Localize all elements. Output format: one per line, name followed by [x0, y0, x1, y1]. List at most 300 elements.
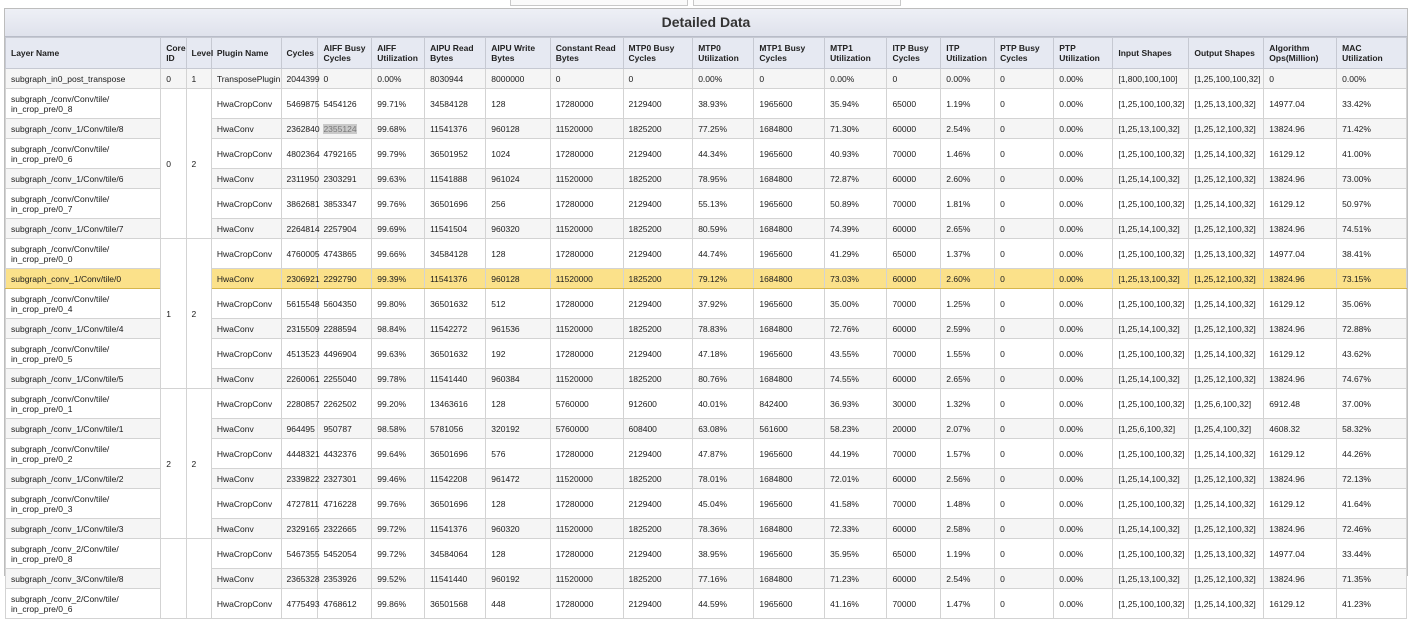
layer-name-cell: subgraph_/conv/Conv/tile/ in_crop_pre/0_7 [6, 189, 161, 219]
data-cell: 44.34% [693, 139, 754, 169]
data-cell: 0 [995, 219, 1054, 239]
data-cell: 14977.04 [1264, 89, 1337, 119]
data-cell: 0.00% [1054, 139, 1113, 169]
data-cell: 16129.12 [1264, 339, 1337, 369]
data-cell: [1,25,100,100,32] [1113, 289, 1189, 319]
table-row[interactable] [6, 319, 1407, 339]
data-cell: 1684800 [754, 169, 825, 189]
data-cell: 11541376 [425, 269, 486, 289]
data-cell: 41.16% [825, 589, 887, 619]
data-cell: 60000 [887, 169, 941, 189]
data-cell: [1,25,14,100,32] [1189, 139, 1264, 169]
tab-left[interactable] [510, 0, 688, 6]
data-cell [318, 119, 372, 139]
column-header[interactable]: AIPU Write Bytes [486, 38, 550, 69]
data-cell: 5454126 [318, 89, 372, 119]
table-row[interactable] [6, 119, 1407, 139]
column-header[interactable]: Cycles [281, 38, 318, 69]
data-cell: 99.72% [372, 539, 425, 569]
plugin-name-cell: HwaConv [211, 569, 281, 589]
data-cell: 0.00% [1054, 519, 1113, 539]
layer-name-cell: subgraph_/conv_1/Conv/tile/2 [6, 469, 161, 489]
data-cell: 99.76% [372, 189, 425, 219]
plugin-name-cell: HwaCropConv [211, 389, 281, 419]
plugin-name-cell: HwaCropConv [211, 589, 281, 619]
column-header[interactable]: Core ID [161, 38, 186, 69]
data-cell: [1,25,12,100,32] [1189, 219, 1264, 239]
plugin-name-cell: HwaCropConv [211, 89, 281, 119]
data-cell: 1024 [486, 139, 550, 169]
column-header[interactable]: Input Shapes [1113, 38, 1189, 69]
data-cell: 961536 [486, 319, 550, 339]
data-cell: 0.00% [1054, 319, 1113, 339]
data-cell: 13824.96 [1264, 569, 1337, 589]
data-cell: 0.00% [1054, 89, 1113, 119]
data-cell: 60000 [887, 319, 941, 339]
data-cell: 35.95% [825, 539, 887, 569]
data-cell: 16129.12 [1264, 189, 1337, 219]
data-cell: 11541440 [425, 369, 486, 389]
data-cell: 11520000 [550, 119, 623, 139]
column-header[interactable]: AIFF Utilization [372, 38, 425, 69]
data-cell: 2329165 [281, 519, 318, 539]
data-cell: 43.55% [825, 339, 887, 369]
data-cell: 98.84% [372, 319, 425, 339]
data-cell: 74.55% [825, 369, 887, 389]
table-row[interactable] [6, 139, 1407, 169]
data-cell: 0 [995, 519, 1054, 539]
table-row[interactable] [6, 589, 1407, 619]
column-header[interactable]: Level [186, 38, 211, 69]
data-cell: 2129400 [623, 139, 693, 169]
column-header[interactable]: Plugin Name [211, 38, 281, 69]
table-row[interactable] [6, 239, 1407, 269]
data-cell: 0 [995, 189, 1054, 219]
layer-name-cell: subgraph_/conv/Conv/tile/ in_crop_pre/0_3 [6, 489, 161, 519]
data-cell: 2.54% [941, 569, 995, 589]
data-cell: 11520000 [550, 169, 623, 189]
data-cell: 0 [995, 369, 1054, 389]
layer-name-cell: subgraph_/conv/Conv/tile/ in_crop_pre/0_2 [6, 439, 161, 469]
data-cell: 4768612 [318, 589, 372, 619]
data-cell: 1684800 [754, 119, 825, 139]
data-cell: 72.88% [1337, 319, 1407, 339]
tab-right[interactable] [693, 0, 901, 6]
data-cell: 0.00% [1054, 69, 1113, 89]
table-row[interactable] [6, 469, 1407, 489]
level-cell: 1 [186, 69, 211, 89]
table-row[interactable] [6, 539, 1407, 569]
data-cell: 17280000 [550, 139, 623, 169]
data-cell: 192 [486, 339, 550, 369]
data-cell: 73.15% [1337, 269, 1407, 289]
column-header[interactable]: ITP Utilization [941, 38, 995, 69]
data-cell: 256 [486, 189, 550, 219]
level-cell: 2 [186, 239, 211, 389]
data-cell: [1,25,14,100,32] [1113, 169, 1189, 189]
data-cell: 2129400 [623, 189, 693, 219]
data-cell: 960128 [486, 119, 550, 139]
data-cell: 1965600 [754, 139, 825, 169]
data-cell: 11520000 [550, 519, 623, 539]
data-cell: 2.65% [941, 369, 995, 389]
data-cell: [1,25,12,100,32] [1189, 319, 1264, 339]
data-cell: 2.60% [941, 169, 995, 189]
data-cell: [1,25,12,100,32] [1189, 519, 1264, 539]
table-header-row [6, 38, 1407, 69]
layer-name-cell: subgraph_/conv_3/Conv/tile/8 [6, 569, 161, 589]
column-header[interactable]: PTP Utilization [1054, 38, 1113, 69]
data-cell: 17280000 [550, 239, 623, 269]
plugin-name-cell: HwaCropConv [211, 239, 281, 269]
data-cell: 71.42% [1337, 119, 1407, 139]
data-cell: [1,25,100,100,32] [1113, 89, 1189, 119]
data-cell: [1,25,14,100,32] [1189, 289, 1264, 319]
table-row[interactable] [6, 269, 1407, 289]
data-cell: 44.59% [693, 589, 754, 619]
data-cell: 0.00% [1054, 589, 1113, 619]
data-cell: 0 [995, 539, 1054, 569]
table-row[interactable] [6, 439, 1407, 469]
data-cell: 11541888 [425, 169, 486, 189]
table-body [6, 69, 1407, 619]
data-cell: 1684800 [754, 269, 825, 289]
data-cell: [1,25,4,100,32] [1189, 419, 1264, 439]
data-cell: 14977.04 [1264, 239, 1337, 269]
data-cell: 71.23% [825, 569, 887, 589]
data-cell: 0 [318, 69, 372, 89]
plugin-name-cell: HwaCropConv [211, 339, 281, 369]
plugin-name-cell: HwaCropConv [211, 139, 281, 169]
data-cell: 1.81% [941, 189, 995, 219]
table-row[interactable] [6, 69, 1407, 89]
data-cell: 72.76% [825, 319, 887, 339]
data-cell: 71.35% [1337, 569, 1407, 589]
data-cell: 74.67% [1337, 369, 1407, 389]
layer-name-cell: subgraph_/conv/Conv/tile/ in_crop_pre/0_8 [6, 89, 161, 119]
data-cell: 8000000 [486, 69, 550, 89]
data-cell: 0.00% [693, 69, 754, 89]
data-cell: 8030944 [425, 69, 486, 89]
data-cell: 17280000 [550, 589, 623, 619]
data-cell: 2353926 [318, 569, 372, 589]
layer-name-cell: subgraph_/conv/Conv/tile/ in_crop_pre/0_1 [6, 389, 161, 419]
data-cell: 0 [995, 289, 1054, 319]
data-cell: 950787 [318, 419, 372, 439]
plugin-name-cell: HwaConv [211, 419, 281, 439]
data-cell: 2.56% [941, 469, 995, 489]
column-header[interactable]: ITP Busy Cycles [887, 38, 941, 69]
data-cell: 80.76% [693, 369, 754, 389]
data-cell: 11520000 [550, 569, 623, 589]
data-cell: 0 [754, 69, 825, 89]
data-cell: 2129400 [623, 339, 693, 369]
data-cell: 63.08% [693, 419, 754, 439]
level-cell: 2 [186, 89, 211, 239]
data-cell: 0.00% [1054, 389, 1113, 419]
data-cell: 1965600 [754, 339, 825, 369]
data-cell: 13824.96 [1264, 119, 1337, 139]
data-cell: 16129.12 [1264, 489, 1337, 519]
data-cell: 78.83% [693, 319, 754, 339]
data-cell: 0 [995, 169, 1054, 189]
data-cell: 41.64% [1337, 489, 1407, 519]
column-header[interactable]: Output Shapes [1189, 38, 1264, 69]
data-cell: 77.16% [693, 569, 754, 589]
data-cell: 2260061 [281, 369, 318, 389]
data-cell: 99.71% [372, 89, 425, 119]
top-tab-strip [0, 0, 1412, 8]
data-cell: 17280000 [550, 539, 623, 569]
data-cell: 1.32% [941, 389, 995, 419]
data-cell: 0.00% [1054, 269, 1113, 289]
column-header[interactable]: MTP1 Utilization [825, 38, 887, 69]
data-cell: 4792165 [318, 139, 372, 169]
data-cell: [1,25,14,100,32] [1189, 339, 1264, 369]
data-cell: 99.39% [372, 269, 425, 289]
data-cell: 60000 [887, 469, 941, 489]
data-cell: 11520000 [550, 369, 623, 389]
data-cell: 960384 [486, 369, 550, 389]
data-cell: 0 [1264, 69, 1337, 89]
column-header[interactable]: AIFF Busy Cycles [318, 38, 372, 69]
data-cell: 1965600 [754, 539, 825, 569]
data-cell: 60000 [887, 269, 941, 289]
core-id-cell: 1 [161, 239, 186, 389]
table-row[interactable] [6, 89, 1407, 119]
data-cell: 44.26% [1337, 439, 1407, 469]
table-row[interactable] [6, 189, 1407, 219]
data-cell: 2.07% [941, 419, 995, 439]
data-cell: 0.00% [1337, 69, 1407, 89]
layer-name-cell: subgraph_/conv_1/Conv/tile/8 [6, 119, 161, 139]
data-cell: 34584128 [425, 89, 486, 119]
data-cell: [1,25,14,100,32] [1113, 469, 1189, 489]
data-cell: 5615548 [281, 289, 318, 319]
data-cell: 73.03% [825, 269, 887, 289]
data-cell: 37.00% [1337, 389, 1407, 419]
data-cell: 65000 [887, 89, 941, 119]
data-cell: 20000 [887, 419, 941, 439]
data-cell: 2129400 [623, 289, 693, 319]
data-cell: [1,25,100,100,32] [1189, 69, 1264, 89]
data-cell: 0.00% [372, 69, 425, 89]
level-cell: 2 [186, 389, 211, 539]
data-cell: 1684800 [754, 369, 825, 389]
column-header[interactable]: MAC Utilization [1337, 38, 1407, 69]
data-cell: 2255040 [318, 369, 372, 389]
data-cell: 60000 [887, 219, 941, 239]
data-cell: 50.97% [1337, 189, 1407, 219]
column-header[interactable]: MTP0 Utilization [693, 38, 754, 69]
table-row[interactable] [6, 219, 1407, 239]
detailed-data-table [5, 37, 1407, 619]
data-cell: 0.00% [941, 69, 995, 89]
data-cell: 2339822 [281, 469, 318, 489]
data-cell: 99.52% [372, 569, 425, 589]
data-cell: 0.00% [1054, 439, 1113, 469]
data-cell: 6912.48 [1264, 389, 1337, 419]
data-cell: 4432376 [318, 439, 372, 469]
column-header[interactable]: AIPU Read Bytes [425, 38, 486, 69]
data-cell: 4448321 [281, 439, 318, 469]
data-cell: 960320 [486, 219, 550, 239]
data-cell: 448 [486, 589, 550, 619]
table-row[interactable] [6, 369, 1407, 389]
data-cell: 961472 [486, 469, 550, 489]
column-header[interactable]: Constant Read Bytes [550, 38, 623, 69]
data-cell: 36501696 [425, 489, 486, 519]
plugin-name-cell: HwaConv [211, 319, 281, 339]
data-cell: 72.13% [1337, 469, 1407, 489]
data-cell: 11541504 [425, 219, 486, 239]
data-cell: 576 [486, 439, 550, 469]
data-cell: 37.92% [693, 289, 754, 319]
data-cell: 99.63% [372, 339, 425, 369]
data-cell: 0.00% [1054, 469, 1113, 489]
data-cell: [1,25,14,100,32] [1113, 319, 1189, 339]
data-cell: 13824.96 [1264, 519, 1337, 539]
plugin-name-cell: TransposePlugin [211, 69, 281, 89]
data-cell: 99.68% [372, 119, 425, 139]
data-cell: 34584128 [425, 239, 486, 269]
data-cell: 16129.12 [1264, 139, 1337, 169]
data-cell: 33.42% [1337, 89, 1407, 119]
layer-name-cell: subgraph_/conv/Conv/tile/ in_crop_pre/0_0 [6, 239, 161, 269]
layer-name-cell: subgraph_/conv_1/Conv/tile/5 [6, 369, 161, 389]
data-cell: 2129400 [623, 239, 693, 269]
data-cell: 60000 [887, 119, 941, 139]
table-row[interactable] [6, 289, 1407, 319]
column-header[interactable]: MTP1 Busy Cycles [754, 38, 825, 69]
data-cell: 30000 [887, 389, 941, 419]
data-cell: [1,25,14,100,32] [1113, 219, 1189, 239]
data-cell: 13824.96 [1264, 319, 1337, 339]
data-cell: 11520000 [550, 469, 623, 489]
data-cell: 1684800 [754, 469, 825, 489]
data-cell: 80.59% [693, 219, 754, 239]
plugin-name-cell: HwaCropConv [211, 539, 281, 569]
data-cell: 13824.96 [1264, 219, 1337, 239]
data-cell: 1.19% [941, 539, 995, 569]
data-cell: [1,25,12,100,32] [1189, 469, 1264, 489]
data-cell: [1,25,6,100,32] [1189, 389, 1264, 419]
data-cell: 1.47% [941, 589, 995, 619]
layer-name-cell: subgraph_in0_post_transpose [6, 69, 161, 89]
data-cell: 38.95% [693, 539, 754, 569]
data-cell: 11520000 [550, 319, 623, 339]
data-cell: 5760000 [550, 419, 623, 439]
data-cell: 2311950 [281, 169, 318, 189]
data-cell: 1684800 [754, 569, 825, 589]
data-cell: 0.00% [1054, 369, 1113, 389]
column-header[interactable]: Layer Name [6, 38, 161, 69]
data-cell: 1.46% [941, 139, 995, 169]
data-cell: 0 [995, 419, 1054, 439]
data-cell: 0.00% [1054, 119, 1113, 139]
data-cell: 99.20% [372, 389, 425, 419]
table-row[interactable] [6, 519, 1407, 539]
data-cell: [1,25,6,100,32] [1113, 419, 1189, 439]
table-row[interactable] [6, 419, 1407, 439]
data-cell: 128 [486, 489, 550, 519]
data-cell: 70000 [887, 439, 941, 469]
data-cell: 77.25% [693, 119, 754, 139]
data-cell: 0 [995, 469, 1054, 489]
table-row[interactable] [6, 569, 1407, 589]
data-cell: 78.95% [693, 169, 754, 189]
data-cell: [1,25,14,100,32] [1113, 519, 1189, 539]
data-cell: 1965600 [754, 489, 825, 519]
data-cell: 0 [995, 69, 1054, 89]
data-cell: 1825200 [623, 319, 693, 339]
data-cell: 2365328 [281, 569, 318, 589]
column-header[interactable]: PTP Busy Cycles [995, 38, 1054, 69]
data-cell: 36501568 [425, 589, 486, 619]
column-header[interactable]: Algorithm Ops(Million) [1264, 38, 1337, 69]
data-cell: 1825200 [623, 519, 693, 539]
table-row[interactable] [6, 489, 1407, 519]
plugin-name-cell: HwaConv [211, 219, 281, 239]
data-cell: 4743865 [318, 239, 372, 269]
data-cell: 0 [995, 589, 1054, 619]
layer-name-cell: subgraph_/conv_1/Conv/tile/7 [6, 219, 161, 239]
data-cell: 128 [486, 389, 550, 419]
data-cell: 72.33% [825, 519, 887, 539]
data-cell: 320192 [486, 419, 550, 439]
data-cell: [1,25,12,100,32] [1189, 369, 1264, 389]
data-cell: 0 [995, 269, 1054, 289]
data-cell: 11541376 [425, 519, 486, 539]
layer-name-cell: subgraph_/conv/Conv/tile/ in_crop_pre/0_5 [6, 339, 161, 369]
data-cell: 128 [486, 89, 550, 119]
data-cell: 1684800 [754, 519, 825, 539]
plugin-name-cell: HwaConv [211, 269, 281, 289]
data-cell: 1684800 [754, 219, 825, 239]
data-cell: 2129400 [623, 89, 693, 119]
data-cell: [1,800,100,100] [1113, 69, 1189, 89]
data-cell: 0.00% [1054, 489, 1113, 519]
data-cell: 1684800 [754, 319, 825, 339]
data-cell: [1,25,100,100,32] [1113, 239, 1189, 269]
data-cell: [1,25,13,100,32] [1113, 269, 1189, 289]
data-cell: 561600 [754, 419, 825, 439]
data-cell: 11541440 [425, 569, 486, 589]
data-cell: 1965600 [754, 439, 825, 469]
column-header[interactable]: MTP0 Busy Cycles [623, 38, 693, 69]
table-row[interactable] [6, 169, 1407, 189]
data-cell: 0 [995, 489, 1054, 519]
data-cell: 0 [995, 439, 1054, 469]
data-cell: 11520000 [550, 219, 623, 239]
data-cell: 4513523 [281, 339, 318, 369]
data-cell: 14977.04 [1264, 539, 1337, 569]
data-cell: 17280000 [550, 439, 623, 469]
data-cell: 2306921 [281, 269, 318, 289]
data-cell: 0 [995, 389, 1054, 419]
data-cell: 78.36% [693, 519, 754, 539]
data-cell: 35.06% [1337, 289, 1407, 319]
data-cell: 44.74% [693, 239, 754, 269]
data-cell: 2264814 [281, 219, 318, 239]
data-cell: 0 [995, 139, 1054, 169]
table-row[interactable] [6, 339, 1407, 369]
data-cell: 13824.96 [1264, 369, 1337, 389]
data-cell: 1.55% [941, 339, 995, 369]
data-cell: 2129400 [623, 489, 693, 519]
data-cell: 11541376 [425, 119, 486, 139]
table-row[interactable] [6, 389, 1407, 419]
